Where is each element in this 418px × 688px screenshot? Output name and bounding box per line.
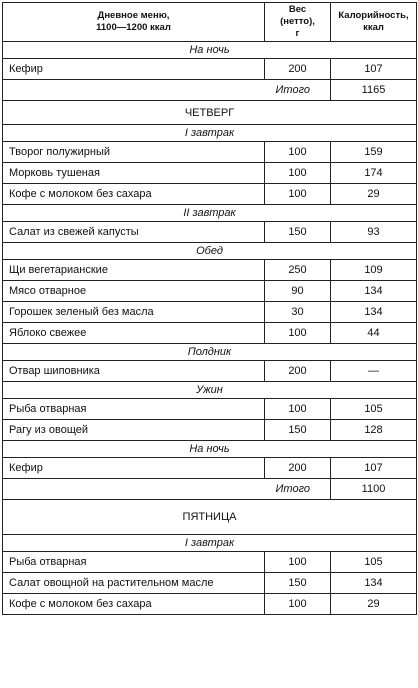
item-name: Морковь тушеная <box>3 163 265 184</box>
table-row <box>3 552 417 573</box>
item-name: Кефир <box>3 458 265 479</box>
total-kcal: 1165 <box>331 80 417 101</box>
section-label: I завтрак <box>3 535 417 552</box>
day-row <box>3 101 417 125</box>
total-row <box>3 479 417 500</box>
day-label: ПЯТНИЦА <box>3 500 417 535</box>
item-name: Рагу из овощей <box>3 420 265 441</box>
section-row <box>3 243 417 260</box>
item-kcal: 44 <box>331 323 417 344</box>
item-weight: 200 <box>265 458 331 479</box>
section-label: На ночь <box>3 441 417 458</box>
item-kcal: 107 <box>331 458 417 479</box>
section-row <box>3 382 417 399</box>
diet-menu-table <box>2 2 417 615</box>
section-row <box>3 42 417 59</box>
table-row <box>3 594 417 615</box>
table-row <box>3 281 417 302</box>
item-kcal: 105 <box>331 399 417 420</box>
section-label: I завтрак <box>3 125 417 142</box>
item-name: Отвар шиповника <box>3 361 265 382</box>
table-row <box>3 573 417 594</box>
table-row <box>3 163 417 184</box>
section-row <box>3 535 417 552</box>
section-label: Полдник <box>3 344 417 361</box>
table-row <box>3 399 417 420</box>
item-weight: 100 <box>265 323 331 344</box>
item-weight: 100 <box>265 399 331 420</box>
item-name: Щи вегетарианские <box>3 260 265 281</box>
section-label: II завтрак <box>3 205 417 222</box>
item-name: Салат овощной на растительном масле <box>3 573 265 594</box>
total-label: Итого <box>3 80 331 101</box>
item-weight: 200 <box>265 361 331 382</box>
item-weight: 150 <box>265 420 331 441</box>
item-weight: 100 <box>265 142 331 163</box>
table-row <box>3 458 417 479</box>
item-kcal: 105 <box>331 552 417 573</box>
item-kcal: — <box>331 361 417 382</box>
item-kcal: 93 <box>331 222 417 243</box>
item-weight: 250 <box>265 260 331 281</box>
table-row <box>3 323 417 344</box>
section-row <box>3 344 417 361</box>
item-kcal: 174 <box>331 163 417 184</box>
total-kcal: 1100 <box>331 479 417 500</box>
item-name: Рыба отварная <box>3 552 265 573</box>
section-label: Обед <box>3 243 417 260</box>
item-weight: 100 <box>265 163 331 184</box>
table-body <box>3 42 417 615</box>
item-kcal: 29 <box>331 594 417 615</box>
item-name: Творог полужирный <box>3 142 265 163</box>
day-row <box>3 500 417 535</box>
item-kcal: 29 <box>331 184 417 205</box>
item-weight: 90 <box>265 281 331 302</box>
table-row <box>3 260 417 281</box>
item-weight: 100 <box>265 184 331 205</box>
item-kcal: 109 <box>331 260 417 281</box>
item-kcal: 107 <box>331 59 417 80</box>
item-kcal: 134 <box>331 573 417 594</box>
item-name: Мясо отварное <box>3 281 265 302</box>
item-kcal: 159 <box>331 142 417 163</box>
section-row <box>3 205 417 222</box>
header-calories: Калорийность, ккал <box>331 3 417 42</box>
item-weight: 100 <box>265 594 331 615</box>
item-kcal: 134 <box>331 302 417 323</box>
item-kcal: 134 <box>331 281 417 302</box>
item-name: Кофе с молоком без сахара <box>3 184 265 205</box>
table-row <box>3 184 417 205</box>
item-weight: 150 <box>265 573 331 594</box>
item-name: Рыба отварная <box>3 399 265 420</box>
table-row <box>3 302 417 323</box>
item-weight: 150 <box>265 222 331 243</box>
header-menu: Дневное меню, 1100—1200 ккал <box>3 3 265 42</box>
table-row <box>3 361 417 382</box>
table-row <box>3 420 417 441</box>
section-label: На ночь <box>3 42 417 59</box>
section-row <box>3 125 417 142</box>
item-weight: 200 <box>265 59 331 80</box>
item-kcal: 128 <box>331 420 417 441</box>
table-row <box>3 222 417 243</box>
header-weight: Вес (нетто), г <box>265 3 331 42</box>
table-row <box>3 59 417 80</box>
item-name: Яблоко свежее <box>3 323 265 344</box>
section-row <box>3 441 417 458</box>
table-row <box>3 142 417 163</box>
day-label: ЧЕТВЕРГ <box>3 101 417 125</box>
item-name: Кефир <box>3 59 265 80</box>
header-row <box>3 3 417 42</box>
total-row <box>3 80 417 101</box>
total-label: Итого <box>3 479 331 500</box>
item-name: Кофе с молоком без сахара <box>3 594 265 615</box>
item-name: Горошек зеленый без масла <box>3 302 265 323</box>
item-weight: 30 <box>265 302 331 323</box>
item-weight: 100 <box>265 552 331 573</box>
section-label: Ужин <box>3 382 417 399</box>
item-name: Салат из свежей капусты <box>3 222 265 243</box>
